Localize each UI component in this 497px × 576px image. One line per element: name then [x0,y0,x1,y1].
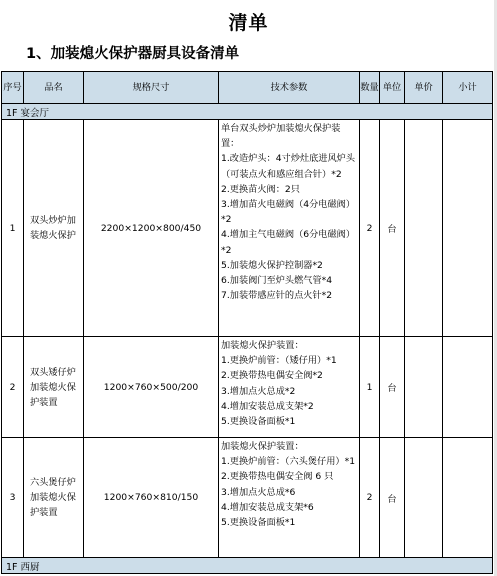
param-line: 5.更换设备面板*1 [221,517,296,529]
cell-name: 双头炒炉加装熄火保护 [24,120,84,337]
header-seq: 序号 [2,72,24,104]
header-name: 品名 [24,72,84,104]
param-line: 5.加装熄火保护控制器*2 [221,259,323,271]
group-row [2,104,493,120]
cell-params [219,337,360,438]
param-line: 单台双头炒炉加装熄火保护装置： [221,123,341,150]
table-header-row [2,72,493,104]
cell-seq: 1 [2,120,24,337]
param-line: 3.增加苗火电磁阀（4分电磁阀）*2 [221,199,356,226]
cell-params [219,438,360,558]
header-price: 单价 [405,72,443,104]
param-line: 3.增加点火总成*6 [221,486,296,498]
param-line: 2.更换带热电偶安全阀 6 只 [221,471,334,483]
table-row [2,120,493,337]
header-spec: 规格尺寸 [84,72,219,104]
cell-qty: 2 [360,120,380,337]
param-line: 2.更换苗火阀：2只 [221,183,300,195]
param-line: 7.加装带感应针的点火针*2 [221,290,333,302]
page-title: 清单 [228,12,269,34]
cell-name: 双头矮仔炉加装熄火保护装置 [24,337,84,438]
cell-name: 六头煲仔炉加装熄火保护装置 [24,438,84,558]
param-line: 加装熄火保护装置： [221,340,304,351]
cell-seq: 2 [2,337,24,438]
param-line: 1.更换炉前管：（矮仔用）*1 [221,355,337,367]
cell-unit: 台 [380,120,405,337]
param-line: 3.增加点火总成*2 [221,385,296,397]
header-params: 技术参数 [219,72,360,104]
table-row [2,438,493,558]
cell-unit: 台 [380,438,405,558]
cell-price [405,120,443,337]
cell-spec: 1200×760×500/200 [84,337,219,438]
cell-price [405,438,443,558]
cell-spec: 2200×1200×800/450 [84,120,219,337]
param-line: 2.更换带热电偶安全阀*2 [221,370,323,382]
group-label-western-kitchen: 1F 西厨 [2,558,493,574]
cell-subtotal [443,120,493,337]
cell-price [405,337,443,438]
cell-subtotal [443,438,493,558]
group-label-banquet-hall: 1F 宴会厅 [2,104,493,120]
cell-seq: 3 [2,438,24,558]
equipment-table [1,71,493,574]
param-line: 4.增加安装总成支架*2 [221,400,314,412]
header-unit: 单位 [380,72,405,104]
cell-spec: 1200×760×810/150 [84,438,219,558]
section-title: 1、加装熄火保护器厨具设备清单 [26,46,240,62]
cell-subtotal [443,337,493,438]
cell-qty: 2 [360,438,380,558]
param-line: 4.增加安装总成支架*6 [221,501,314,513]
param-line: 1.更换炉前管：（六头煲仔用）*1 [221,456,356,468]
param-line: 6.加装阀门至炉头燃气管*4 [221,275,333,287]
param-line: 1.改造炉头：4寸炒灶底进风炉头（可装点火和感应组合针）*2 [221,153,356,180]
group-row [2,558,493,574]
header-subtotal: 小计 [443,72,493,104]
param-line: 4.增加主气电磁阀（6分电磁阀）*2 [221,229,356,256]
cell-unit: 台 [380,337,405,438]
param-line: 5.更换设备面板*1 [221,416,296,428]
param-line: 加装熄火保护装置： [221,441,304,452]
cell-qty: 1 [360,337,380,438]
header-qty: 数量 [360,72,380,104]
table-row [2,337,493,438]
cell-params [219,120,360,337]
